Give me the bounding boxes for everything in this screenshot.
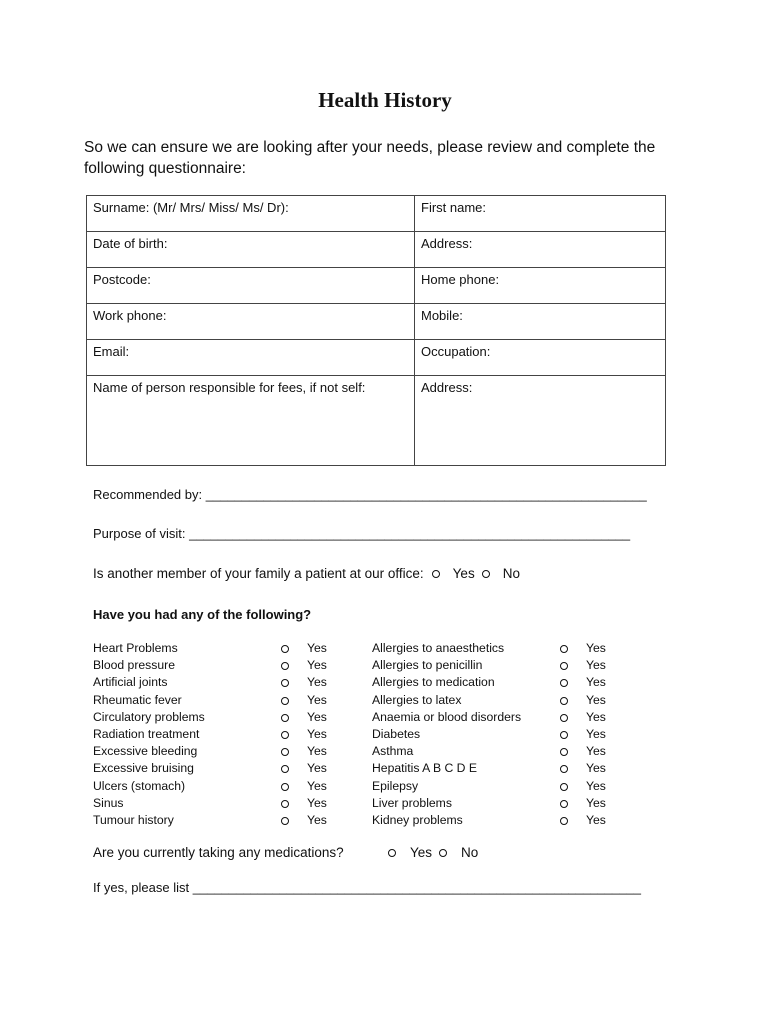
family-yes-option[interactable] [432,566,475,581]
condition-yes-label: Yes [586,726,606,741]
condition-yes-label: Yes [307,761,327,776]
radio-icon[interactable] [560,800,568,808]
radio-icon[interactable] [388,849,396,857]
condition-label: Artificial joints [93,675,168,690]
table-row [87,232,666,268]
recommended-by-field[interactable]: Recommended by: _____________________________________________________________ [93,487,647,502]
condition-yes-label: Yes [586,675,606,690]
field-label: Address: [421,380,473,395]
condition-yes-label: Yes [307,744,327,759]
condition-row [372,795,622,812]
condition-row [372,674,622,691]
field-label: Work phone: [93,308,167,323]
condition-label: Allergies to anaesthetics [372,641,505,655]
radio-icon[interactable] [560,748,568,756]
radio-icon[interactable] [439,849,447,857]
fee-payer-field[interactable] [87,376,415,466]
condition-yes-label: Yes [586,641,606,655]
field-label: Date of birth: [93,236,168,251]
condition-row [372,743,622,760]
radio-icon[interactable] [560,817,568,825]
field-label: Mobile: [421,308,463,323]
condition-label: Excessive bruising [93,761,194,776]
family-no-option[interactable] [482,566,520,581]
radio-icon[interactable] [560,731,568,739]
fee-payer-address-field[interactable] [415,376,666,466]
radio-icon[interactable] [560,645,568,653]
radio-icon[interactable] [281,748,289,756]
radio-icon[interactable] [281,662,289,670]
condition-yes-label: Yes [307,778,327,793]
radio-icon[interactable] [281,731,289,739]
condition-row [372,778,622,795]
condition-row [372,812,622,829]
condition-label: Asthma [372,744,414,759]
field-label: Surname: (Mr/ Mrs/ Miss/ Ms/ Dr): [93,200,289,215]
family-patient-question [93,566,520,581]
condition-label: Allergies to penicillin [372,658,483,673]
table-row [87,196,666,232]
condition-row [372,640,622,657]
medications-options [388,845,478,860]
condition-row [372,692,622,709]
radio-icon[interactable] [482,570,490,578]
condition-row [372,760,622,777]
radio-icon[interactable] [281,765,289,773]
patient-details-table [86,195,666,466]
medications-no-label: No [461,845,479,860]
radio-icon[interactable] [281,679,289,687]
condition-row [93,640,343,657]
condition-yes-label: Yes [586,709,606,724]
field-label: Postcode: [93,272,151,287]
radio-icon[interactable] [281,645,289,653]
condition-label: Radiation treatment [93,726,200,741]
condition-row [93,657,343,674]
condition-yes-label: Yes [586,761,606,776]
radio-icon[interactable] [560,714,568,722]
condition-yes-label: Yes [307,675,327,690]
email-field[interactable] [87,340,415,376]
condition-row [93,709,343,726]
condition-row [93,743,343,760]
radio-icon[interactable] [432,570,440,578]
condition-label: Rheumatic fever [93,692,182,707]
condition-row [93,795,343,812]
postcode-field[interactable] [87,268,415,304]
work-phone-field[interactable] [87,304,415,340]
condition-yes-label: Yes [307,709,327,724]
condition-yes-label: Yes [307,641,327,655]
condition-yes-label: Yes [307,658,327,673]
condition-label: Ulcers (stomach) [93,778,186,793]
page-title: Health History [318,88,452,112]
condition-label: Diabetes [372,726,421,741]
condition-yes-label: Yes [586,744,606,759]
home-phone-field[interactable] [415,268,666,304]
field-label: Occupation: [421,344,491,359]
condition-yes-label: Yes [586,795,606,810]
condition-row [93,812,343,829]
condition-label: Epilepsy [372,778,419,793]
field-label: Name of person responsible for fees, if not self: [93,380,366,395]
date-of-birth-field[interactable] [87,232,415,268]
first-name-field[interactable] [415,196,666,232]
condition-row [372,709,622,726]
field-label: Email: [93,344,130,359]
condition-yes-label: Yes [307,795,327,810]
condition-yes-label: Yes [586,812,606,827]
purpose-of-visit-field[interactable]: Purpose of visit: _____________________________________________________________ [93,526,631,541]
condition-label: Anaemia or blood disorders [372,709,522,724]
condition-label: Sinus [93,795,124,810]
condition-yes-label: Yes [307,726,327,741]
condition-label: Liver problems [372,795,452,810]
medications-yes-option[interactable] [388,845,432,860]
condition-label: Allergies to medication [372,675,495,690]
condition-yes-label: Yes [307,692,327,707]
condition-row [93,778,343,795]
address-field[interactable] [415,232,666,268]
medications-no-option[interactable] [439,845,478,860]
radio-icon[interactable] [560,783,568,791]
radio-icon[interactable] [281,817,289,825]
family-yes-label: Yes [452,566,475,581]
table-row [87,304,666,340]
family-question-label: Is another member of your family a patient at our office: [93,566,424,581]
condition-yes-label: Yes [586,692,606,707]
table-row [87,268,666,304]
radio-icon[interactable] [281,800,289,808]
field-label: First name: [421,200,487,215]
condition-label: Allergies to latex [372,692,462,707]
conditions-list-right [372,640,622,829]
conditions-heading: Have you had any of the following? [93,607,312,622]
occupation-field[interactable] [415,340,666,376]
medications-yes-label: Yes [410,845,433,860]
radio-icon[interactable] [281,697,289,705]
medications-question: Are you currently taking any medications? [93,845,344,860]
condition-yes-label: Yes [586,658,606,673]
mobile-field[interactable] [415,304,666,340]
field-label: Home phone: [421,272,500,287]
condition-label: Blood pressure [93,658,175,673]
condition-label: Heart Problems [93,641,178,655]
medications-list-field[interactable]: If yes, please list ______________________________________________________________ [93,880,641,895]
condition-label: Excessive bleeding [93,744,198,759]
conditions-list-left [93,640,343,829]
condition-yes-label: Yes [307,812,327,827]
radio-icon[interactable] [560,662,568,670]
condition-row [93,760,343,777]
condition-row [372,657,622,674]
condition-row [93,692,343,709]
condition-yes-label: Yes [586,778,606,793]
table-row [87,376,666,466]
field-label: Address: [421,236,473,251]
table-row [87,340,666,376]
intro-text: So we can ensure we are looking after your needs, please review and complete the following questionnaire: [84,139,656,177]
condition-label: Hepatitis A B C D E [372,761,477,776]
condition-label: Circulatory problems [93,709,205,724]
surname-field[interactable] [87,196,415,232]
condition-row [93,726,343,743]
radio-icon[interactable] [560,765,568,773]
radio-icon[interactable] [281,783,289,791]
condition-label: Tumour history [93,812,174,827]
radio-icon[interactable] [281,714,289,722]
family-no-label: No [502,566,520,581]
radio-icon[interactable] [560,679,568,687]
condition-label: Kidney problems [372,812,463,827]
condition-row [372,726,622,743]
condition-row [93,674,343,691]
radio-icon[interactable] [560,697,568,705]
